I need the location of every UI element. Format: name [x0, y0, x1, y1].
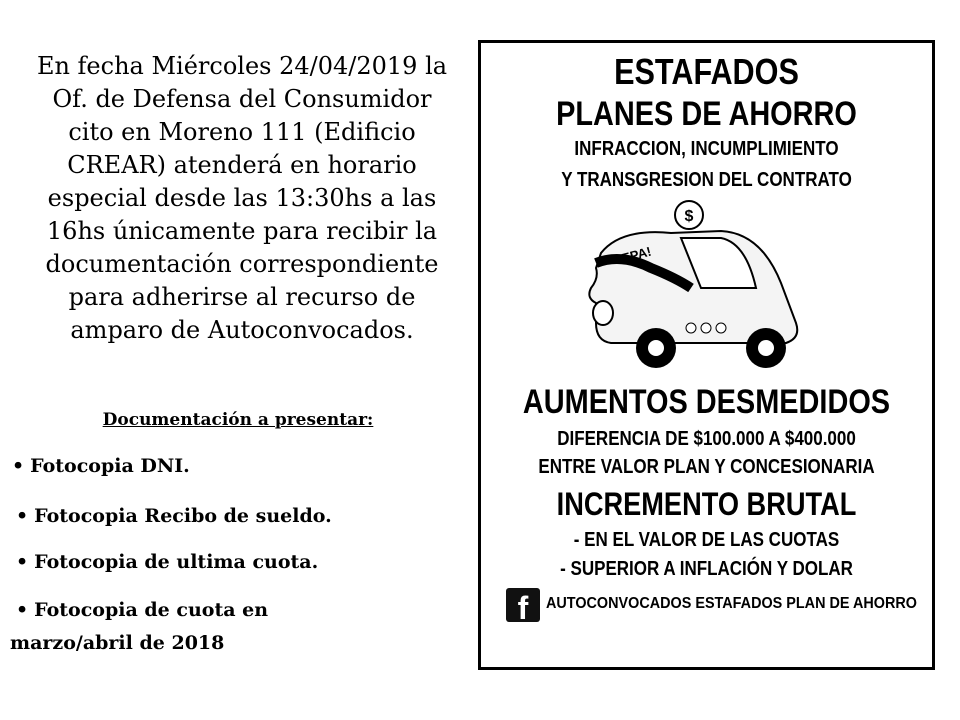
notice-line: cito en Moreno 111 (Edificio: [68, 118, 416, 146]
document-item: • Fotocopia Recibo de sueldo.: [16, 505, 332, 527]
facebook-page-name: AUTOCONVOCADOS ESTAFADOS PLAN DE AHORRO: [546, 595, 917, 612]
notice-line: En fecha Miércoles 24/04/2019 la: [36, 52, 448, 80]
flyer-heading: INCREMENTO BRUTAL: [556, 486, 857, 522]
flyer-line: DIFERENCIA DE $100.000 A $400.000: [557, 428, 856, 450]
notice-line: 16hs únicamente para recibir la: [46, 217, 438, 245]
svg-text:$: $: [684, 208, 694, 225]
notice-line: para adherirse al recurso de: [68, 283, 416, 311]
flyer-line: - SUPERIOR A INFLACIÓN Y DOLAR: [560, 558, 853, 580]
flyer-subtitle: PLANES DE AHORRO: [556, 95, 857, 133]
document-item: • Fotocopia de ultima cuota.: [16, 551, 319, 573]
document-item-continuation: marzo/abril de 2018: [10, 632, 225, 654]
document-item: • Fotocopia de cuota en: [16, 599, 269, 621]
flyer-line: INFRACCION, INCUMPLIMIENTO: [574, 138, 839, 160]
flyer-line: ENTRE VALOR PLAN Y CONCESIONARIA: [538, 456, 875, 478]
bullet-icon: •: [16, 505, 29, 527]
bullet-icon: •: [12, 455, 25, 477]
documents-heading: Documentación a presentar:: [102, 410, 374, 430]
pig-car-illustration: [581, 193, 821, 373]
flyer-line: Y TRANSGRESION DEL CONTRATO: [561, 169, 852, 191]
flyer-heading: AUMENTOS DESMEDIDOS: [522, 383, 891, 421]
facebook-icon: f: [506, 588, 540, 622]
notice-line: CREAR) atenderá en horario: [67, 151, 417, 179]
svg-text:EPA!: EPA!: [619, 243, 653, 266]
notice-paragraph: [4, 50, 480, 347]
bullet-icon: •: [16, 599, 29, 621]
flyer-line: - EN EL VALOR DE LAS CUOTAS: [573, 529, 840, 551]
document-item: • Fotocopia DNI.: [12, 455, 190, 477]
notice-line: especial desde las 13:30hs a las: [47, 184, 437, 212]
flyer-title: ESTAFADOS: [614, 51, 799, 92]
bullet-icon: •: [16, 551, 29, 573]
notice-line: amparo de Autoconvocados.: [70, 316, 414, 344]
notice-line: documentación correspondiente: [45, 250, 439, 278]
notice-line: Of. de Defensa del Consumidor: [52, 85, 432, 113]
scam-flyer: [478, 40, 935, 670]
